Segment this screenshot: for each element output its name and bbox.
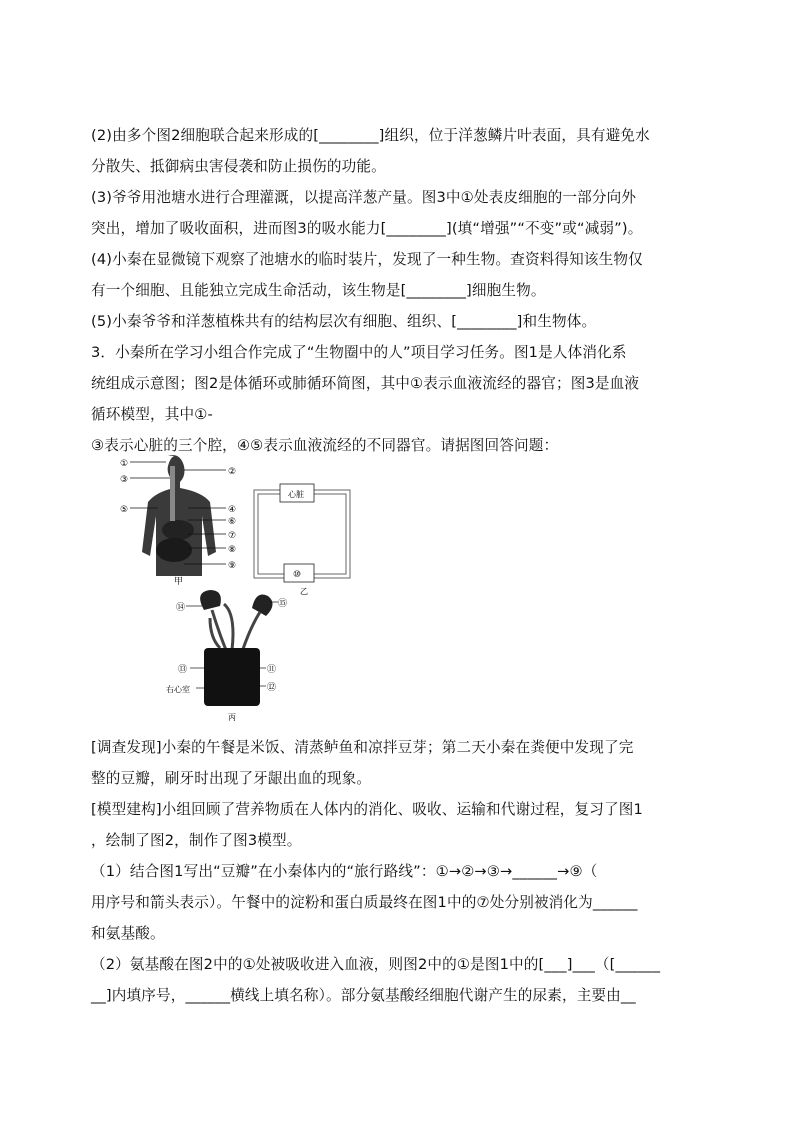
label-right-ventricle: 右心室 (166, 685, 190, 694)
question-2-part-2-line-1: (2)由多个图2细胞联合起来形成的[________]组织，位于洋葱鳞片叶表面，具有避免水 (91, 127, 650, 144)
caption-yi: 乙 (300, 587, 308, 596)
label-8: ⑧ (228, 545, 237, 555)
model-building-line-2: ，绘制了图2，制作了图3模型。 (91, 832, 302, 849)
label-12: ⑫ (267, 683, 277, 693)
label-2: ② (228, 467, 237, 477)
digestive-system-diagram (120, 455, 236, 587)
label-1: ① (120, 459, 129, 469)
caption-bing: 丙 (228, 713, 236, 722)
question-2-part-3-line-2: 突出，增加了吸收面积，进而图3的吸水能力[________](填“增强”“不变”或“减弱”)。 (91, 220, 643, 237)
heart-model-diagram (166, 588, 286, 724)
label-3: ③ (120, 475, 129, 485)
question-2-part-5: (5)小秦爷爷和洋葱植株共有的结构层次有细胞、组织、[________]和生物体。 (91, 313, 597, 330)
heart-label: 心脏 (288, 490, 304, 499)
circulation-loop-diagram (256, 484, 348, 596)
label-5: ⑤ (120, 505, 129, 515)
label-13: ⑬ (178, 665, 188, 675)
label-15: ⑮ (278, 599, 288, 609)
question-2-part-4-line-1: (4)小秦在显微镜下观察了池塘水的临时装片，发现了一种生物。查资料得知该生物仅 (91, 251, 643, 268)
investigation-findings-line-2: 整的豆瓣，刷牙时出现了牙龈出血的现象。 (91, 770, 372, 787)
investigation-findings-line-1: [调查发现]小秦的午餐是米饭、清蒸鲈鱼和凉拌豆芽；第二天小秦在粪便中发现了完 (91, 739, 634, 756)
sub-question-2-line-2: __]内填序号，______横线上填名称）。部分氨基酸经细胞代谢产生的尿素，主要由__ (91, 987, 636, 1004)
label-9: ⑨ (228, 561, 237, 571)
organ-label-10: ⑩ (293, 570, 302, 580)
caption-jia: 甲 (174, 577, 184, 587)
label-7: ⑦ (228, 531, 237, 541)
question-3-intro-line-4: ③表示心脏的三个腔，④⑤表示血液流经的不同器官。请据图回答问题： (91, 437, 559, 454)
sub-question-2-line-1: （2）氨基酸在图2中的①处被吸收进入血液，则图2中的①是图1中的[___]___（[______ (91, 956, 661, 973)
label-6: ⑥ (228, 517, 237, 527)
model-building-line-1: [模型建构]小组回顾了营养物质在人体内的消化、吸收、运输和代谢过程，复习了图1 (91, 801, 643, 818)
label-11: ⑪ (267, 665, 277, 675)
question-2-part-4-line-2: 有一个细胞、且能独立完成生命活动，该生物是[________]细胞生物。 (91, 282, 546, 299)
question-3-intro-line-1: 3．小秦所在学习小组合作完成了“生物圈中的人”项目学习任务。图1是人体消化系 (91, 344, 627, 361)
label-4: ④ (228, 505, 237, 515)
question-3-intro-line-3: 循环模型，其中①- (91, 406, 213, 423)
question-3-intro-line-2: 统组成示意图；图2是体循环或肺循环简图，其中①表示血液流经的器官；图3是血液 (91, 375, 640, 392)
label-14: ⑭ (176, 603, 186, 613)
sub-question-1-line-3: 和氨基酸。 (91, 925, 165, 942)
sub-question-1-line-1: （1）结合图1写出“豆瓣”在小秦体内的“旅行路线”：①→②→③→______→⑨（ (91, 863, 598, 880)
question-2-part-3-line-1: (3)爷爷用池塘水进行合理灌溉，以提高洋葱产量。图3中①处表皮细胞的一部分向外 (91, 189, 637, 206)
question-2-part-2-line-2: 分散失、抵御病虫害侵袭和防止损伤的功能。 (91, 158, 386, 175)
sub-question-1-line-2: 用序号和箭头表示）。午餐中的淀粉和蛋白质最终在图1中的⑦处分别被消化为______ (91, 894, 638, 911)
